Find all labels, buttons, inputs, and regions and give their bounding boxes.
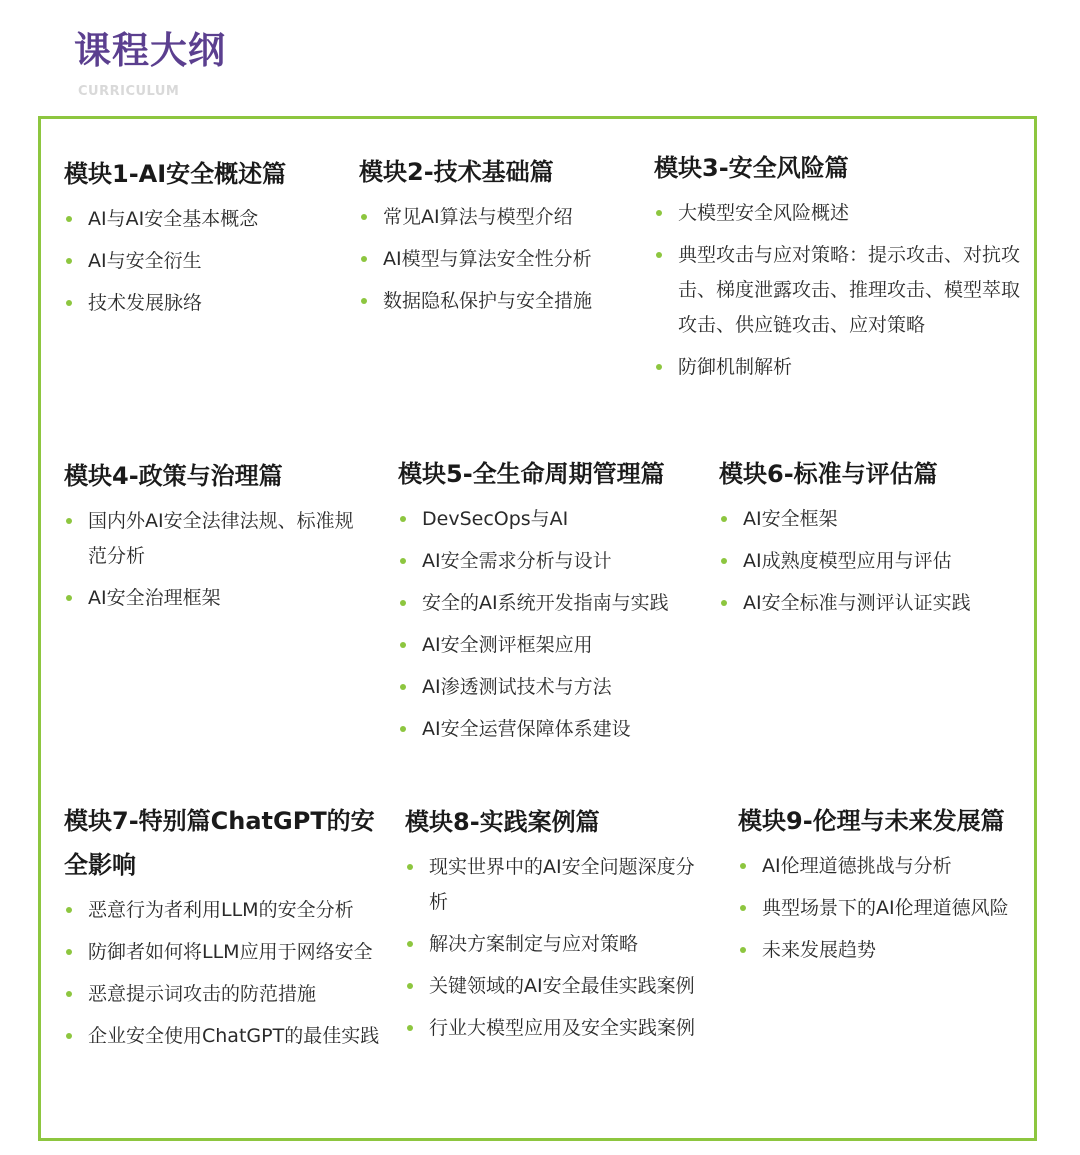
list-item: 技术发展脉络 (64, 286, 344, 321)
list-item: 安全的AI系统开发指南与实践 (398, 586, 708, 621)
list-item: 防御者如何将LLM应用于网络安全 (64, 935, 384, 970)
list-item: 未来发展趋势 (738, 933, 1023, 968)
bullet-dot-icon (656, 252, 662, 258)
bullet-dot-icon (66, 1033, 72, 1039)
bullet-dot-icon (66, 518, 72, 524)
bullet-dot-icon (740, 905, 746, 911)
bullet-dot-icon (721, 516, 727, 522)
module-7-list (64, 893, 384, 1054)
list-item: AI伦理道德挑战与分析 (738, 849, 1023, 884)
module-5-title: 模块5-全生命周期管理篇 (398, 460, 665, 488)
list-item: DevSecOps与AI (398, 502, 708, 537)
module-7-title: 模块7-特别篇ChatGPT的安全影响 (64, 807, 375, 879)
bullet-dot-icon (400, 642, 406, 648)
list-item: AI安全标准与测评认证实践 (719, 586, 1019, 621)
module-3-list (654, 196, 1024, 385)
module-3 (654, 146, 1024, 392)
bullet-dot-icon (400, 600, 406, 606)
bullet-dot-icon (66, 258, 72, 264)
module-1-title: 模块1-AI安全概述篇 (64, 160, 287, 188)
bullet-dot-icon (66, 991, 72, 997)
bullet-dot-icon (407, 1025, 413, 1031)
module-3-title: 模块3-安全风险篇 (654, 154, 849, 182)
bullet-dot-icon (400, 558, 406, 564)
list-item: 行业大模型应用及安全实践案例 (405, 1011, 710, 1046)
module-4 (64, 454, 354, 623)
module-9 (738, 799, 1023, 975)
list-item: AI渗透测试技术与方法 (398, 670, 708, 705)
bullet-dot-icon (66, 595, 72, 601)
bullet-dot-icon (400, 516, 406, 522)
list-item: AI与AI安全基本概念 (64, 202, 344, 237)
bullet-dot-icon (407, 864, 413, 870)
module-8-list (405, 850, 710, 1046)
list-item: 企业安全使用ChatGPT的最佳实践 (64, 1019, 384, 1054)
module-9-title: 模块9-伦理与未来发展篇 (738, 807, 1005, 835)
bullet-dot-icon (740, 863, 746, 869)
list-item: AI安全需求分析与设计 (398, 544, 708, 579)
module-1-list (64, 202, 344, 321)
module-6-list (719, 502, 1019, 621)
module-6-title: 模块6-标准与评估篇 (719, 460, 938, 488)
list-item: 现实世界中的AI安全问题深度分析 (405, 850, 710, 920)
module-2-list (359, 200, 644, 319)
list-item: 数据隐私保护与安全措施 (359, 284, 644, 319)
module-2 (359, 150, 644, 326)
bullet-dot-icon (400, 726, 406, 732)
bullet-dot-icon (361, 256, 367, 262)
module-7 (64, 799, 384, 1061)
list-item: 防御机制解析 (654, 350, 1024, 385)
bullet-dot-icon (361, 298, 367, 304)
list-item: 解决方案制定与应对策略 (405, 927, 710, 962)
bullet-dot-icon (721, 600, 727, 606)
module-8-title: 模块8-实践案例篇 (405, 808, 600, 836)
module-2-title: 模块2-技术基础篇 (359, 158, 554, 186)
list-item: AI与安全衍生 (64, 244, 344, 279)
list-item: AI安全治理框架 (64, 581, 354, 616)
list-item: AI安全运营保障体系建设 (398, 712, 708, 747)
bullet-dot-icon (740, 947, 746, 953)
list-item: 恶意提示词攻击的防范措施 (64, 977, 384, 1012)
bullet-dot-icon (66, 216, 72, 222)
list-item: 大模型安全风险概述 (654, 196, 1024, 231)
module-9-list (738, 849, 1023, 968)
bullet-dot-icon (721, 558, 727, 564)
list-item: AI模型与算法安全性分析 (359, 242, 644, 277)
module-4-list (64, 504, 354, 616)
module-1 (64, 152, 344, 328)
list-item: 常见AI算法与模型介绍 (359, 200, 644, 235)
bullet-dot-icon (407, 941, 413, 947)
module-6 (719, 452, 1019, 628)
list-item: AI成熟度模型应用与评估 (719, 544, 1019, 579)
bullet-dot-icon (656, 364, 662, 370)
list-item: 典型场景下的AI伦理道德风险 (738, 891, 1023, 926)
bullet-dot-icon (407, 983, 413, 989)
bullet-dot-icon (66, 907, 72, 913)
list-item: 典型攻击与应对策略：提示攻击、对抗攻击、梯度泄露攻击、推理攻击、模型萃取攻击、供应链攻击、应对策略 (654, 238, 1024, 343)
list-item: AI安全框架 (719, 502, 1019, 537)
list-item: AI安全测评框架应用 (398, 628, 708, 663)
module-5-list (398, 502, 708, 747)
bullet-dot-icon (361, 214, 367, 220)
page-title: 课程大纲 (74, 29, 226, 72)
list-item: 关键领域的AI安全最佳实践案例 (405, 969, 710, 1004)
module-5 (398, 452, 708, 754)
list-item: 恶意行为者利用LLM的安全分析 (64, 893, 384, 928)
list-item: 国内外AI安全法律法规、标准规范分析 (64, 504, 354, 574)
module-8 (405, 800, 710, 1053)
bullet-dot-icon (656, 210, 662, 216)
bullet-dot-icon (66, 300, 72, 306)
bullet-dot-icon (66, 949, 72, 955)
bullet-dot-icon (400, 684, 406, 690)
module-4-title: 模块4-政策与治理篇 (64, 462, 283, 490)
page-subtitle: CURRICULUM (78, 84, 180, 99)
